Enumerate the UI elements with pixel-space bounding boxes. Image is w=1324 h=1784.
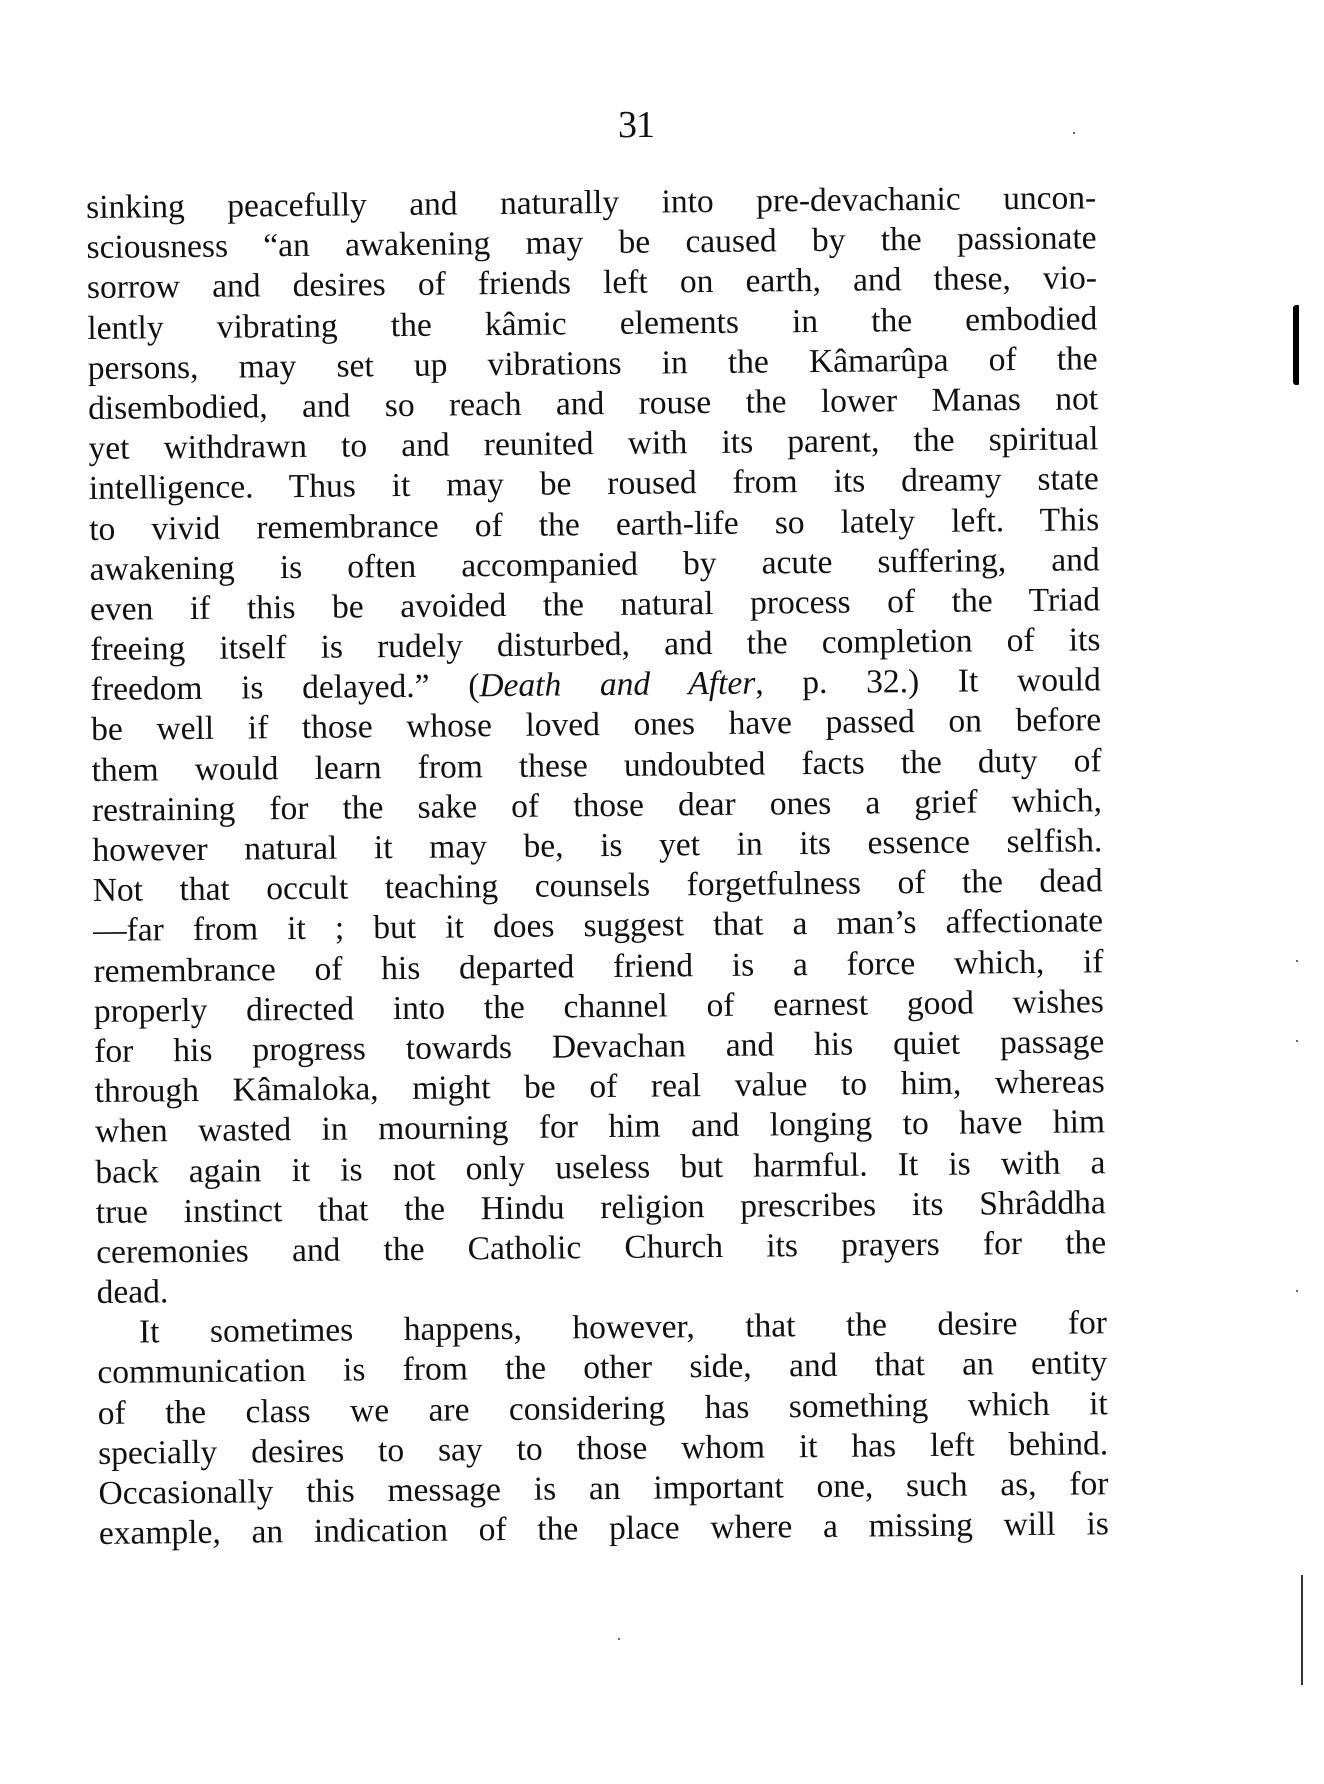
text-line: sorrow and desires of friends left on earth, and these, vio- — [86, 259, 1098, 307]
text-line: when wasted in mourning for him and longing to have him — [94, 1103, 1106, 1151]
text-line: lently vibrating the kâmic elements in the embodied — [87, 299, 1098, 347]
text-line: be well if those whose loved ones have passed on before — [91, 701, 1102, 749]
text-line: of the class we are considering has something which it — [97, 1384, 1108, 1432]
text-line: example, an indication of the place where a missing will is — [98, 1505, 1110, 1553]
text-line: Occasionally this message is an important one, such as, for — [98, 1465, 1109, 1512]
text-line: awakening is often accompanied by acute suffering, and — [89, 540, 1100, 588]
text-line: Not that occult teaching counsels forgetfulness of the dead — [92, 862, 1103, 910]
text-line: sciousness “an awakening may be caused by the passionate — [86, 219, 1097, 267]
text-line: —far from it ; but it does suggest that a man’s affectionate — [92, 902, 1104, 950]
text-line: for his progress towards Devachan and his quiet passage — [94, 1023, 1105, 1070]
text-line: ceremonies and the Catholic Church its prayers for the — [96, 1224, 1107, 1271]
scan-speck — [1296, 960, 1298, 962]
scan-speck — [1296, 1040, 1298, 1042]
text-line: properly directed into the channel of earnest good wishes — [93, 983, 1105, 1030]
text-line: communication is from the other side, and that an entity — [97, 1344, 1108, 1392]
scan-edge-line — [1301, 1575, 1303, 1685]
scan-speck — [1073, 132, 1075, 134]
book-citation: Death and After — [479, 664, 756, 705]
text-line: them would learn from these undoubted facts the duty of — [91, 741, 1102, 789]
text-line: intelligence. Thus it may be roused from its dreamy state — [88, 460, 1100, 508]
page-number: 31 — [618, 104, 654, 146]
text-line: even if this be avoided the natural process of the Triad — [89, 581, 1101, 628]
text-line: back again it is not only useless but harmful. It is with a — [95, 1143, 1106, 1191]
text-line: to vivid remembrance of the earth-life so lately left. This — [89, 500, 1100, 548]
text-line: true instinct that the Hindu religion prescribes its Shrâddha — [95, 1183, 1106, 1231]
text-line: freeing itself is rudely disturbed, and the completion of its — [90, 621, 1101, 669]
text-line: restraining for the sake of those dear ones a grief which, — [91, 782, 1103, 829]
text-line: remembrance of his departed friend is a force which, if — [93, 942, 1104, 990]
text-line: through Kâmaloka, might be of real value to him, whereas — [94, 1063, 1105, 1111]
paragraph-start-line: It sometimes happens, however, that the desire for — [138, 1304, 1108, 1351]
scan-speck — [1296, 1290, 1298, 1292]
scan-speck — [618, 1638, 620, 1640]
text-line: disembodied, and so reach and rouse the lower Manas not — [87, 380, 1099, 427]
citation-before: freedom is delayed.” ( — [90, 667, 480, 709]
text-line: however natural it may be, is yet in its essence selfish. — [92, 822, 1103, 869]
scan-margin-mark — [1293, 305, 1299, 385]
text-line: specially desires to say to those whom it has left behind. — [97, 1425, 1109, 1472]
text-line: yet withdrawn to and reunited with its parent, the spiritual — [88, 420, 1099, 468]
citation-after: , p. 32.) It would — [755, 661, 1101, 702]
text-line: sinking peacefully and naturally into pre-devachanic uncon- — [86, 179, 1097, 226]
text-line: dead. — [96, 1273, 169, 1312]
text-line: persons, may set up vibrations in the Kâmarûpa of the — [87, 340, 1098, 387]
body-text — [86, 178, 1109, 1554]
